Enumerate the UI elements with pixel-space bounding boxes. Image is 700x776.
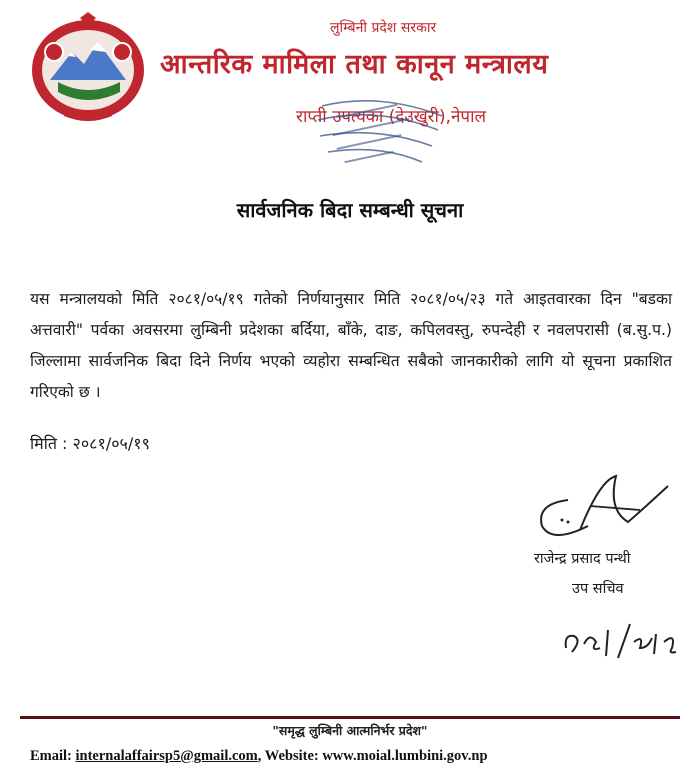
notice-title: सार्वजनिक बिदा सम्बन्धी सूचना	[236, 198, 464, 222]
notice-body: यस मन्त्रालयको मिति २०८१/०५/१९ गतेको निर्णयानुसार मिति २०८१/०५/२३ गते आइतवारका दिन "बडका अत्तवारी" पर्वका अवसरमा लुम्बिनी प्रदेशका बर्दिया, बाँके, दाङ, कपिलवस्तु, रुपन्देही र नवलपरासी (ब.सु.प.) जिल्लामा सार्वजनिक बिदा दिने निर्णय भएको व्यहोरा सम्बन्धित सबैको जानकारीको लागि यो सूचना प्रकाशित गरिएको छ ।	[30, 290, 672, 401]
email-link[interactable]: internalaffairsp5@gmail.com	[75, 748, 258, 764]
ministry-address: राप्ती उपत्यका (देउखुरी),नेपाल	[296, 107, 487, 127]
footer-contact	[30, 748, 488, 765]
signatory-designation: उप सचिव	[572, 581, 624, 597]
notice-date	[30, 432, 150, 454]
date-label: मिति :	[30, 434, 68, 453]
website-label: , Website:	[257, 748, 319, 764]
signature-icon	[528, 470, 678, 550]
date-value: २०८१/०५/१९	[72, 434, 150, 453]
website-link[interactable]: www.moial.lumbini.gov.np	[322, 748, 488, 764]
ministry-name: आन्तरिक मामिला तथा कानून मन्त्रालय	[160, 49, 549, 80]
email-label: Email:	[30, 748, 72, 764]
footer-divider	[20, 716, 680, 719]
signatory-name: राजेन्द्र प्रसाद पन्थी	[534, 551, 631, 567]
government-name: लुम्बिनी प्रदेश सरकार	[330, 20, 437, 36]
handwritten-date-icon	[560, 618, 680, 664]
official-stamp-icon	[292, 96, 468, 172]
nepal-emblem-icon	[28, 12, 148, 122]
footer-slogan: "समृद्ध लुम्बिनी आत्मनिर्भर प्रदेश"	[272, 723, 428, 738]
